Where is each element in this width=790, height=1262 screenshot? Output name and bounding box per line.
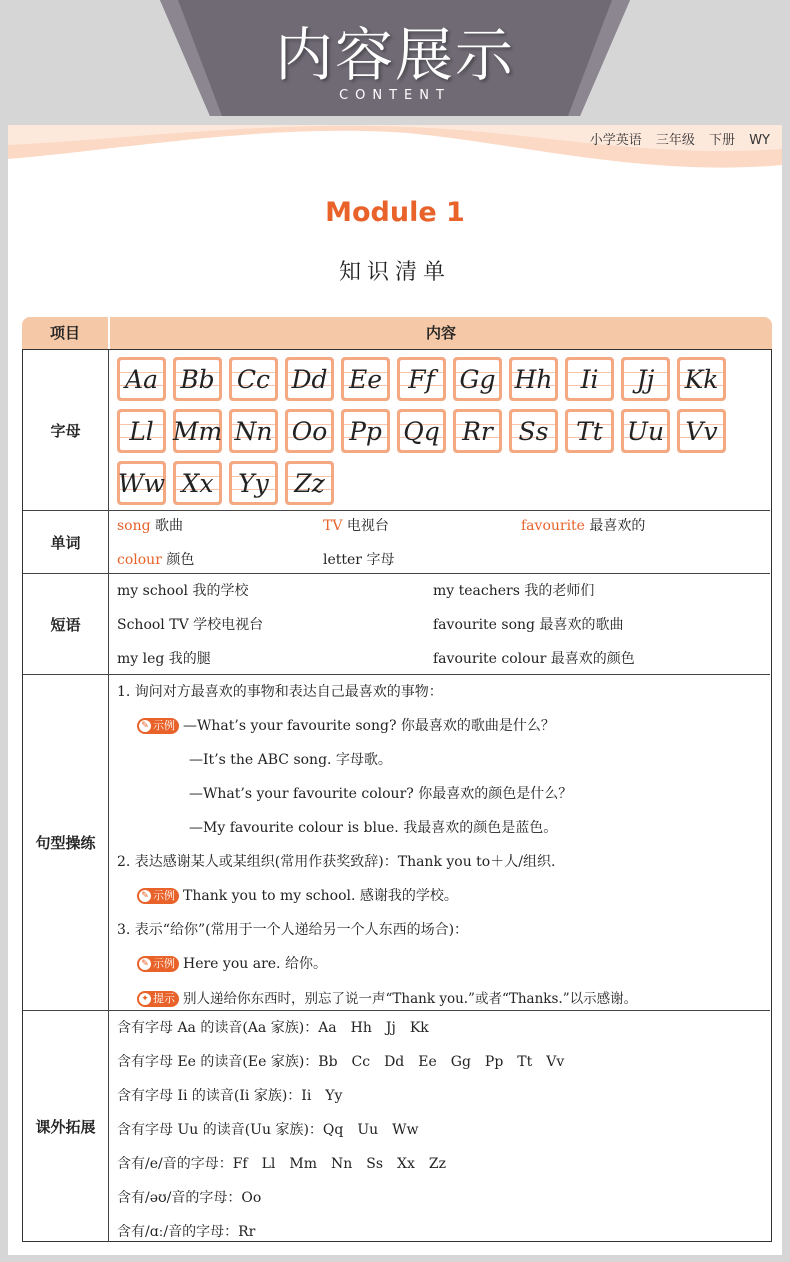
word-item: TV 电视台 bbox=[323, 518, 389, 534]
letter-text: Zz bbox=[288, 464, 331, 502]
phrase-item: School TV 学校电视台 bbox=[117, 617, 264, 633]
letter-tile bbox=[229, 357, 278, 401]
extension-item: 含有字母 Uu 的读音(Uu 家族)：Qq Uu Ww bbox=[117, 1122, 419, 1138]
letter-tile bbox=[229, 461, 278, 505]
banner-title: 内容展示 bbox=[274, 21, 515, 89]
letter-text: Aa bbox=[120, 360, 163, 398]
book-meta: 小学英语 三年级 下册 WY bbox=[589, 133, 770, 148]
letter-text: Oo bbox=[288, 412, 331, 450]
sentence-point-3: 3. 表示“给你”(常用于一个人递给另一个人东西的场合)： bbox=[117, 922, 469, 938]
row-label-sentences: 句型操练 bbox=[23, 675, 109, 1010]
letter-text: Rr bbox=[456, 412, 499, 450]
row-letters bbox=[23, 350, 770, 511]
example-tag: ✎ 示例 bbox=[137, 718, 179, 734]
phrase-item: favourite song 最喜欢的歌曲 bbox=[433, 617, 624, 633]
words-content bbox=[109, 511, 770, 573]
example-line: ✎ 示例 Here you are. 给你。 bbox=[137, 953, 327, 973]
letter-tile bbox=[117, 357, 166, 401]
tip-line: ✦ 提示 别人递给你东西时，别忘了说一声“Thank you.”或者“Thanks.”以示感谢。 bbox=[137, 987, 637, 1007]
extension-item: 含有/e/音的字母：Ff Ll Mm Nn Ss Xx Zz bbox=[117, 1156, 447, 1172]
example-line: —It’s the ABC song. 字母歌。 bbox=[189, 752, 392, 768]
pencil-icon: ✎ bbox=[139, 720, 151, 732]
letter-text: Dd bbox=[288, 360, 331, 398]
banner bbox=[0, 0, 790, 118]
letter-tile bbox=[621, 357, 670, 401]
letter-text: Vv bbox=[680, 412, 723, 450]
example-line: —What’s your favourite colour? 你最喜欢的颜色是什么？ bbox=[189, 786, 573, 802]
letter-text: Gg bbox=[456, 360, 499, 398]
header-content: 内容 bbox=[110, 317, 772, 349]
letter-text: Qq bbox=[400, 412, 443, 450]
phrases-content bbox=[109, 574, 770, 674]
header-item: 项目 bbox=[22, 317, 108, 349]
phrase-item: my teachers 我的老师们 bbox=[433, 583, 595, 599]
row-words bbox=[23, 511, 770, 574]
row-label-extension: 课外拓展 bbox=[23, 1011, 109, 1242]
row-label-words: 单词 bbox=[23, 511, 109, 573]
letter-text: Kk bbox=[680, 360, 723, 398]
letter-text: Hh bbox=[512, 360, 555, 398]
page-card bbox=[8, 125, 782, 1255]
letter-tile bbox=[229, 409, 278, 453]
letter-text: Mm bbox=[176, 412, 219, 450]
letter-tile bbox=[677, 357, 726, 401]
tip-tag: ✦ 提示 bbox=[137, 991, 179, 1007]
letter-tile bbox=[677, 409, 726, 453]
letter-tile bbox=[453, 409, 502, 453]
pencil-icon: ✎ bbox=[139, 958, 151, 970]
section-title: 知识清单 bbox=[338, 260, 451, 285]
pencil-icon: ✎ bbox=[139, 890, 151, 902]
letter-tile bbox=[453, 357, 502, 401]
sentences-content bbox=[109, 675, 770, 1010]
letters-content bbox=[109, 350, 770, 510]
letter-text: Ee bbox=[344, 360, 387, 398]
example-line: —My favourite colour is blue. 我最喜欢的颜色是蓝色。 bbox=[189, 820, 558, 836]
letter-text: Uu bbox=[624, 412, 667, 450]
row-label-phrases: 短语 bbox=[23, 574, 109, 674]
row-phrases bbox=[23, 574, 770, 675]
letter-tile bbox=[509, 409, 558, 453]
row-label-letters: 字母 bbox=[23, 350, 109, 510]
phrase-item: my leg 我的腿 bbox=[117, 651, 211, 667]
letter-text: Cc bbox=[232, 360, 275, 398]
extension-item: 含有/əʊ/音的字母：Oo bbox=[117, 1190, 262, 1206]
letter-tile bbox=[621, 409, 670, 453]
row-sentences bbox=[23, 675, 770, 1011]
extension-item: 含有字母 Aa 的读音(Aa 家族)：Aa Hh Jj Kk bbox=[117, 1020, 429, 1036]
sentence-point-2: 2. 表达感谢某人或某组织(常用作获奖致辞)：Thank you to＋人/组织. bbox=[117, 854, 556, 870]
word-item: colour 颜色 bbox=[117, 552, 195, 568]
extension-item: 含有/ɑː/音的字母：Rr bbox=[117, 1224, 256, 1240]
letter-tile bbox=[341, 357, 390, 401]
knowledge-table bbox=[22, 349, 772, 1242]
letter-text: Ll bbox=[120, 412, 163, 450]
letter-text: Yy bbox=[232, 464, 275, 502]
banner-subtitle: CONTENT bbox=[339, 88, 451, 103]
word-item: favourite 最喜欢的 bbox=[521, 518, 646, 534]
example-line: ✎ 示例 Thank you to my school. 感谢我的学校。 bbox=[137, 885, 458, 905]
letter-tile bbox=[509, 357, 558, 401]
word-item: letter 字母 bbox=[323, 552, 395, 568]
letter-tile bbox=[285, 461, 334, 505]
letter-text: Ii bbox=[568, 360, 611, 398]
letter-tile bbox=[565, 357, 614, 401]
extension-content bbox=[109, 1011, 770, 1242]
letter-text: Ss bbox=[512, 412, 555, 450]
letter-tile bbox=[173, 357, 222, 401]
letter-tile bbox=[285, 409, 334, 453]
letter-tile bbox=[397, 409, 446, 453]
sentence-point-1: 1. 询问对方最喜欢的事物和表达自己最喜欢的事物： bbox=[117, 684, 443, 700]
letter-tile bbox=[117, 409, 166, 453]
word-item: song 歌曲 bbox=[117, 518, 184, 534]
letter-text: Bb bbox=[176, 360, 219, 398]
letter-text: Ff bbox=[400, 360, 443, 398]
example-tag: ✎ 示例 bbox=[137, 888, 179, 904]
letter-text: Xx bbox=[176, 464, 219, 502]
module-title: Module 1 bbox=[325, 197, 465, 228]
letter-tile bbox=[117, 461, 166, 505]
letter-tile bbox=[173, 461, 222, 505]
letter-text: Tt bbox=[568, 412, 611, 450]
lightbulb-icon: ✦ bbox=[139, 993, 151, 1005]
example-line: ✎ 示例 —What’s your favourite song? 你最喜欢的歌曲是什么？ bbox=[137, 715, 555, 735]
extension-item: 含有字母 Ee 的读音(Ee 家族)：Bb Cc Dd Ee Gg Pp Tt Vv bbox=[117, 1054, 565, 1070]
letter-text: Nn bbox=[232, 412, 275, 450]
letter-tile bbox=[285, 357, 334, 401]
letter-text: Ww bbox=[120, 464, 163, 502]
letter-tile bbox=[397, 357, 446, 401]
extension-item: 含有字母 Ii 的读音(Ii 家族)：Ii Yy bbox=[117, 1088, 343, 1104]
phrase-item: favourite colour 最喜欢的颜色 bbox=[433, 651, 635, 667]
letter-text: Pp bbox=[344, 412, 387, 450]
example-tag: ✎ 示例 bbox=[137, 956, 179, 972]
letter-tile bbox=[341, 409, 390, 453]
row-extension bbox=[23, 1011, 770, 1242]
letter-text: Jj bbox=[624, 360, 667, 398]
letter-tile bbox=[173, 409, 222, 453]
phrase-item: my school 我的学校 bbox=[117, 583, 249, 599]
letter-tile bbox=[565, 409, 614, 453]
